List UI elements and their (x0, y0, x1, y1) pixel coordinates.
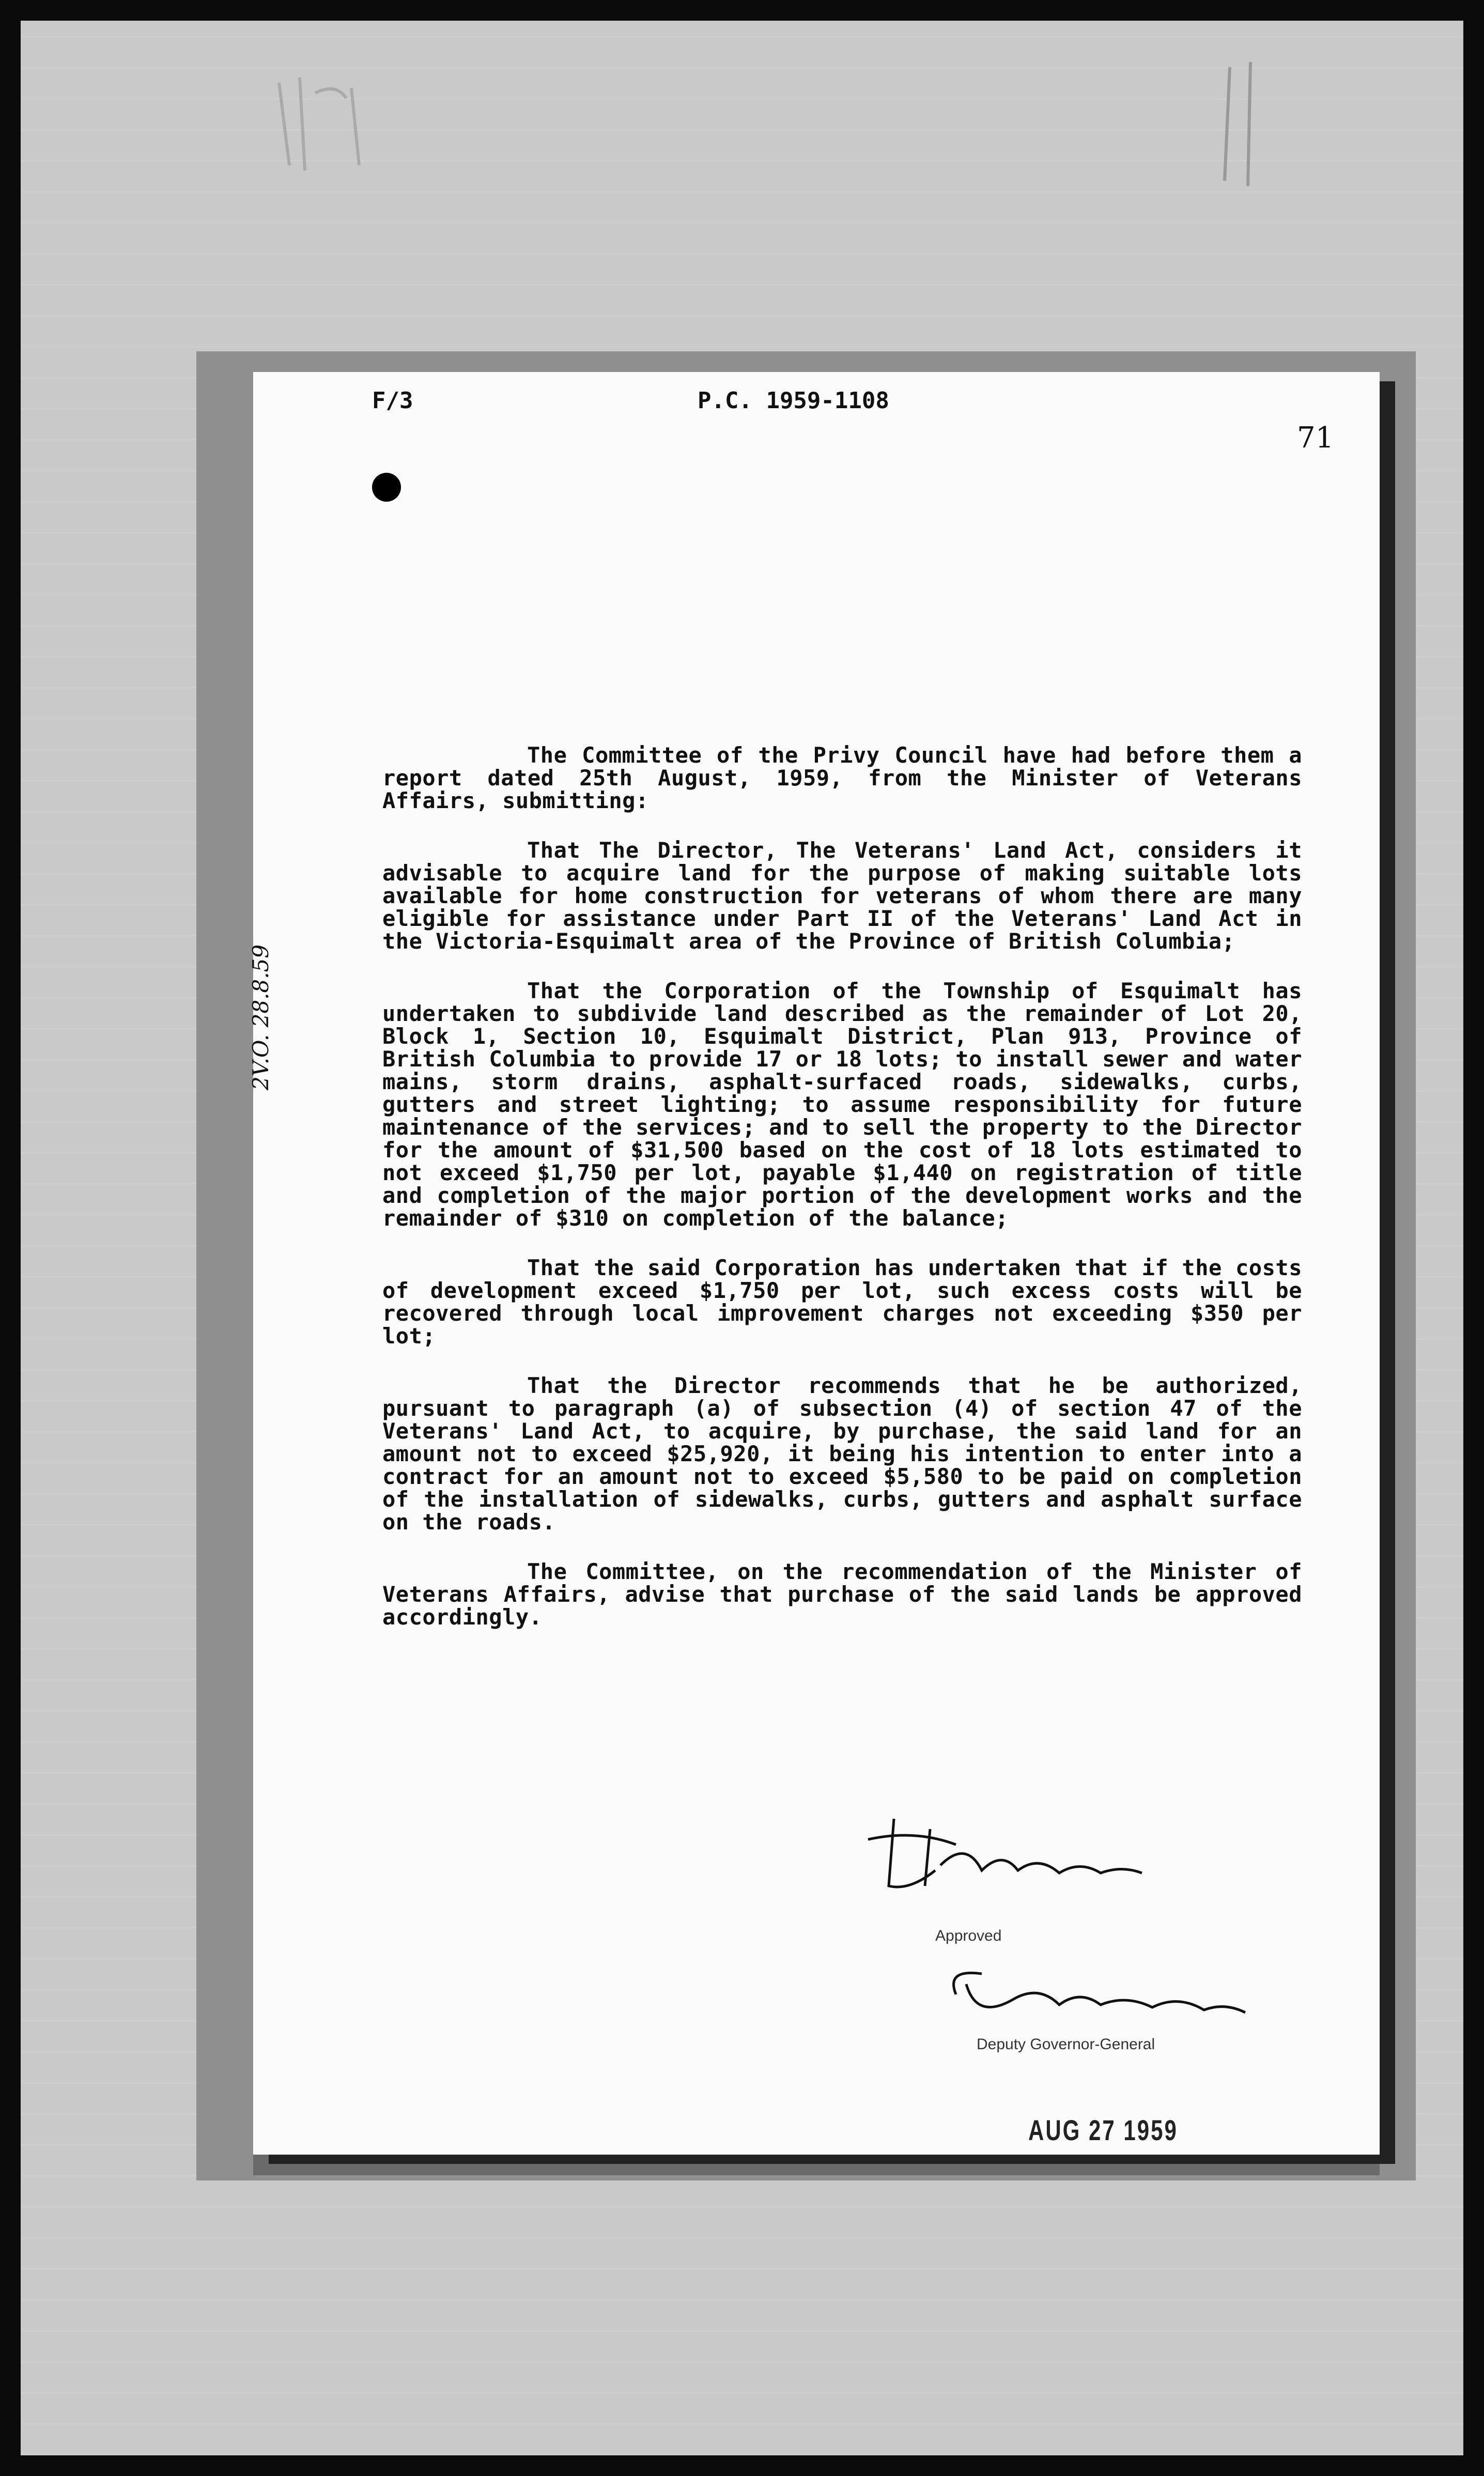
deputy-signature (935, 1953, 1256, 2036)
minister-signature (853, 1808, 1173, 1901)
approved-label: Approved (935, 1927, 1002, 1944)
file-reference: F/3 (372, 388, 413, 414)
margin-annotation: 2V.O. 28.8.59 (248, 944, 273, 1090)
punch-hole (372, 473, 401, 502)
faint-pencil-marks (269, 62, 1302, 196)
paragraph-2: That The Director, The Veterans' Land Act, considers it advisable to acquire land for the purpose of making suitable lots available for home construction for veterans of whom there are many eligible for assistance under Part II of the Veterans' Land Act in the Victoria-Esquimalt area of the Province of British Columbia; (382, 838, 1302, 954)
paragraph-6: The Committee, on the recommendation of the Minister of Veterans Affairs, advise that purchase of the said lands be approved accordingly. (382, 1559, 1302, 1630)
paragraph-5: That the Director recommends that he be authorized, pursuant to paragraph (a) of subsection (4) of section 47 of the Veterans' Land Act, to acquire, by purchase, the said land for an amount not to exceed $25,920, it being his intention to enter into a contract for an amount not to exceed $5,580 to be paid on completion of the installation of sidewalks, curbs, gutters and asphalt surface on the roads. (382, 1373, 1302, 1535)
deputy-governor-label: Deputy Governor-General (977, 2036, 1155, 2053)
paragraph-1: The Committee of the Privy Council have had before them a report dated 25th August, 1959, from the Minister of Veterans Affairs, submitting: (382, 742, 1302, 813)
order-number: P.C. 1959-1108 (698, 388, 889, 414)
date-stamp: AUG 27 1959 (1028, 2114, 1178, 2146)
paragraph-4: That the said Corporation has undertaken that if the costs of development exceed $1,750 per lot, such excess costs will be recovered through local improvement charges not exceeding $350 per lot; (382, 1255, 1302, 1349)
document-page (253, 372, 1380, 2155)
paragraph-3: That the Corporation of the Township of Esquimalt has undertaken to subdivide land described as the remainder of Lot 20, Block 1, Section 10, Esquimalt District, Plan 913, Province of British Columbia to provide 17 or 18 lots; to install sewer and water mains, storm drains, asphalt-surfaced roads, sidewalks, curbs, gutters and street lighting; to assume responsibility for future maintenance of the services; and to sell the property to the Director for the amount of $31,500 based on the cost of 18 lots estimated to not exceed $1,750 per lot, payable $1,440 on registration of title and completion of the major portion of the development works and the remainder of $310 on completion of the balance; (382, 978, 1302, 1231)
order-body (382, 744, 1302, 1655)
page-number: 71 (1297, 421, 1334, 455)
scan-background (21, 21, 1463, 2455)
